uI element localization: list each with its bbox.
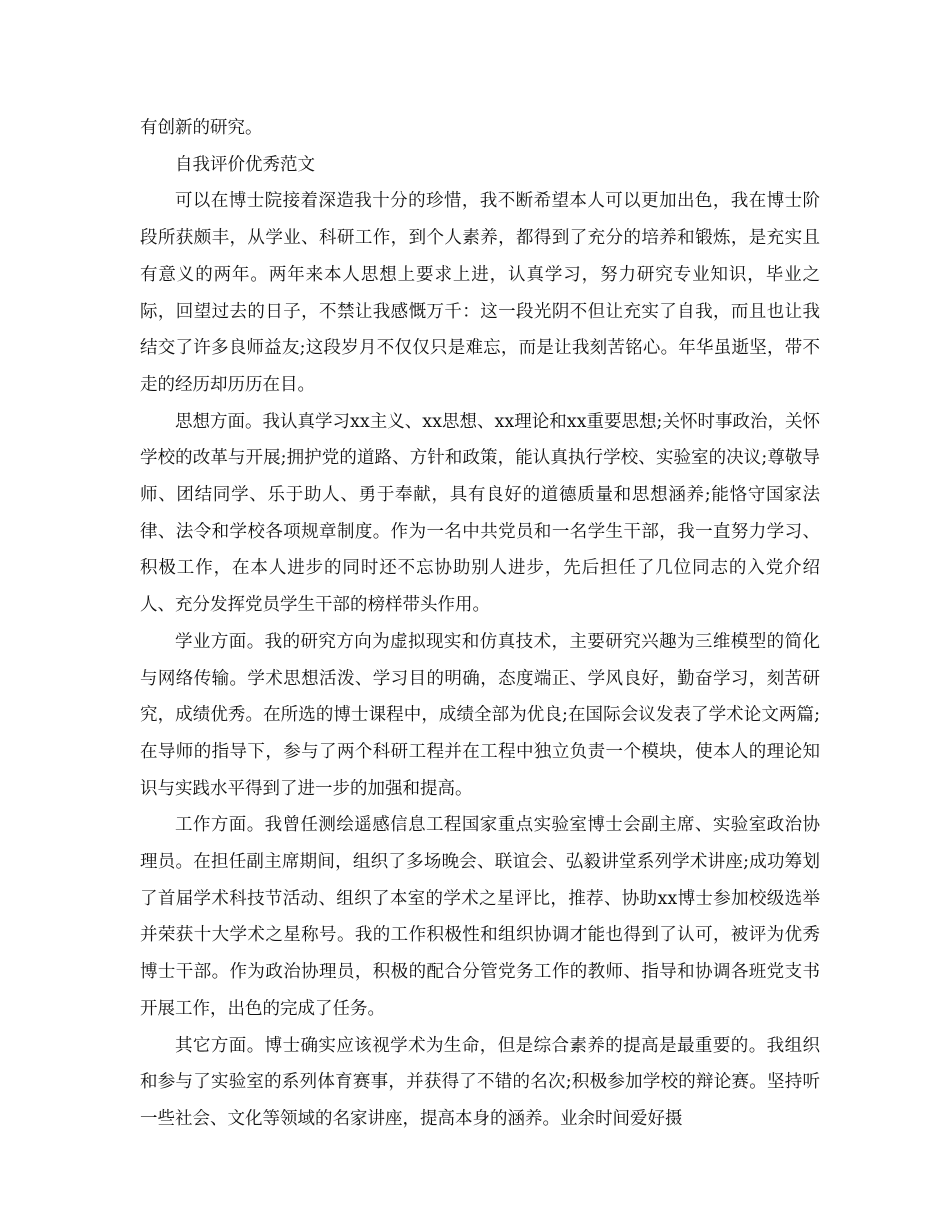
paragraph-academics: 学业方面。我的研究方向为虚拟现实和仿真技术，主要研究兴趣为三维模型的简化与网络传输。学术思想活泼、学习目的明确，态度端正、学风良好，勤奋学习，刻苦研究，成绩优秀。在所选的博士课程中，成绩全部为优良;在国际会议发表了学术论文两篇;在导师的指导下，参与了两个科研工程并在工程中独立负责一个模块，使本人的理论知识与实践水平得到了进一步的加强和提高。: [140, 631, 820, 799]
document-body: [140, 110, 820, 1138]
paragraph-intro: 可以在博士院接着深造我十分的珍惜，我不断希望本人可以更加出色，我在博士阶段所获颇丰，从学业、科研工作，到个人素养，都得到了充分的培养和锻炼，是充实且有意义的两年。两年来本人思想上要求上进，认真学习，努力研究专业知识，毕业之际，回望过去的日子，不禁让我感慨万千：这一段光阴不但让充实了自我，而且也让我结交了许多良师益友;这段岁月不仅仅只是难忘，而是让我刻苦铭心。年华虽逝坚，带不走的经历却历历在目。: [140, 191, 820, 395]
paragraph-other: 其它方面。博士确实应该视学术为生命，但是综合素养的提高是最重要的。我组织和参与了实验室的系列体育赛事，并获得了不错的名次;积极参加学校的辩论赛。坚持听一些社会、文化等领域的名家讲座，提高本身的涵养。业余时间爱好摄: [140, 1035, 820, 1129]
paragraph-ideology: 思想方面。我认真学习xx主义、xx思想、xx理论和xx重要思想;关怀时事政治，关怀学校的改革与开展;拥护党的道路、方针和政策，能认真执行学校、实验室的决议;尊敬导师、团结同学、乐于助人、勇于奉献，具有良好的道德质量和思想涵养;能恪守国家法律、法令和学校各项规章制度。作为一名中共党员和一名学生干部，我一直努力学习、积极工作，在本人进步的同时还不忘协助别人进步，先后担任了几位同志的入党介绍人、充分发挥党员学生干部的榜样带头作用。: [140, 411, 820, 616]
paragraph-work: 工作方面。我曾任测绘遥感信息工程国家重点实验室博士会副主席、实验室政治协理员。在担任副主席期间，组织了多场晚会、联谊会、弘毅讲堂系列学术讲座;成功筹划了首届学术科技节活动、组织了本室的学术之星评比，推荐、协助xx博士参加校级选举并荣获十大学术之星称号。我的工作积极性和组织协调才能也得到了认可，被评为优秀博士干部。作为政治协理员，积极的配合分管党务工作的教师、指导和协调各班党支书开展工作，出色的完成了任务。: [140, 815, 820, 1019]
section-heading: 自我评价优秀范文: [175, 154, 315, 175]
paragraph-continuation: 有创新的研究。: [140, 118, 263, 138]
